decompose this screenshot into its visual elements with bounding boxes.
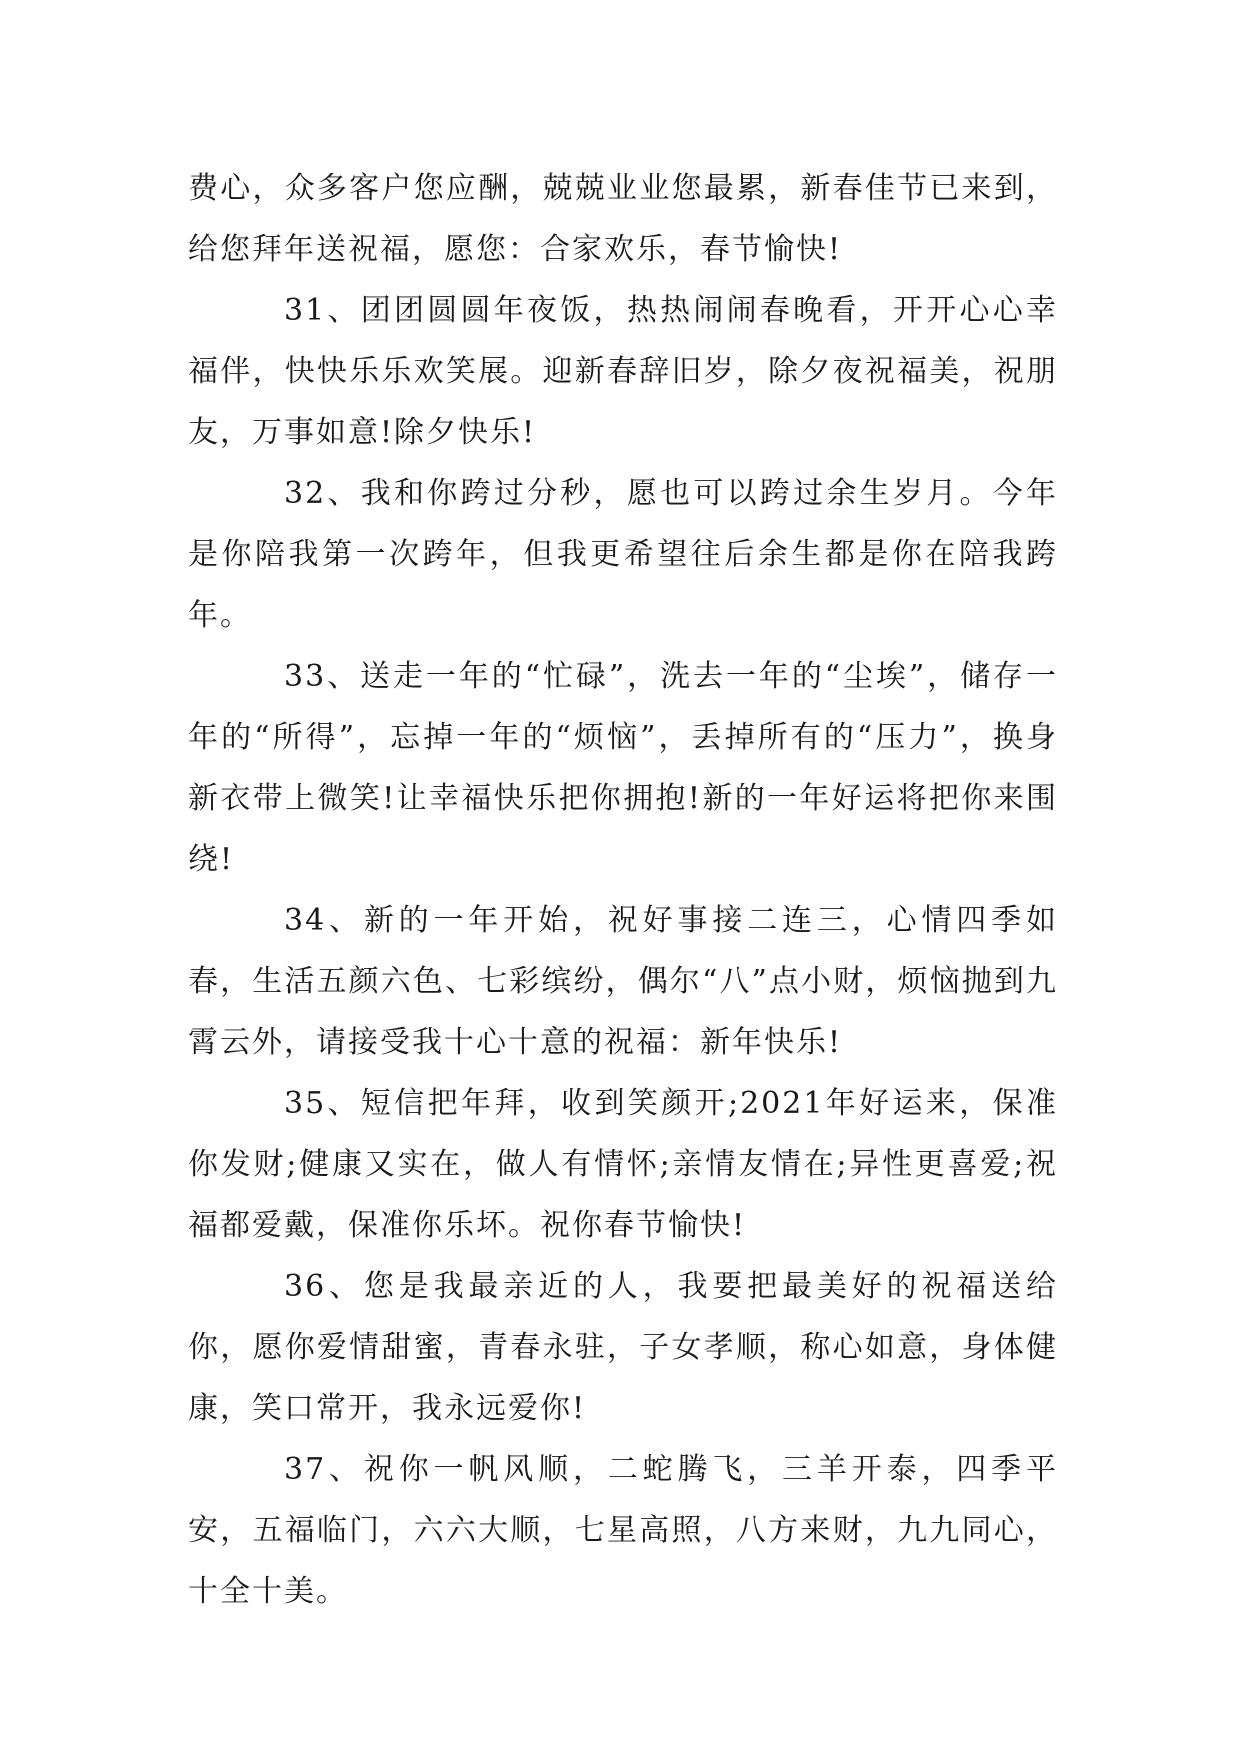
paragraph-continuation: 费心，众多客户您应酬，兢兢业业您最累，新春佳节已来到，给您拜年送祝福，愿您：合家欢乐，春节愉快! — [188, 171, 1058, 267]
document-body — [188, 158, 1058, 1622]
paragraph-32: 32、我和你跨过分秒，愿也可以跨过余生岁月。今年是你陪我第一次跨年，但我更希望往后余生都是你在陪我跨年。 — [188, 476, 1058, 633]
paragraph-36: 36、您是我最亲近的人，我要把最美好的祝福送给你，愿你爱情甜蜜，青春永驻，子女孝顺，称心如意，身体健康，笑口常开，我永远爱你! — [188, 1269, 1058, 1426]
paragraph-31: 31、团团圆圆年夜饭，热热闹闹春晚看，开开心心幸福伴，快快乐乐欢笑展。迎新春辞旧岁，除夕夜祝福美，祝朋友，万事如意!除夕快乐! — [188, 293, 1058, 450]
paragraph-34: 34、新的一年开始，祝好事接二连三，心情四季如春，生活五颜六色、七彩缤纷，偶尔“八”点小财，烦恼抛到九霄云外，请接受我十心十意的祝福：新年快乐! — [188, 903, 1058, 1060]
paragraph-33: 33、送走一年的“忙碌”，洗去一年的“尘埃”，储存一年的“所得”，忘掉一年的“烦恼”，丢掉所有的“压力”，换身新衣带上微笑!让幸福快乐把你拥抱!新的一年好运将把你来围绕! — [188, 659, 1058, 877]
paragraph-35: 35、短信把年拜，收到笑颜开;2021年好运来，保准你发财;健康又实在，做人有情怀;亲情友情在;异性更喜爱;祝福都爱戴，保准你乐坏。祝你春节愉快! — [188, 1086, 1058, 1243]
paragraph-37: 37、祝你一帆风顺，二蛇腾飞，三羊开泰，四季平安，五福临门，六六大顺，七星高照，八方来财，九九同心，十全十美。 — [188, 1452, 1058, 1609]
